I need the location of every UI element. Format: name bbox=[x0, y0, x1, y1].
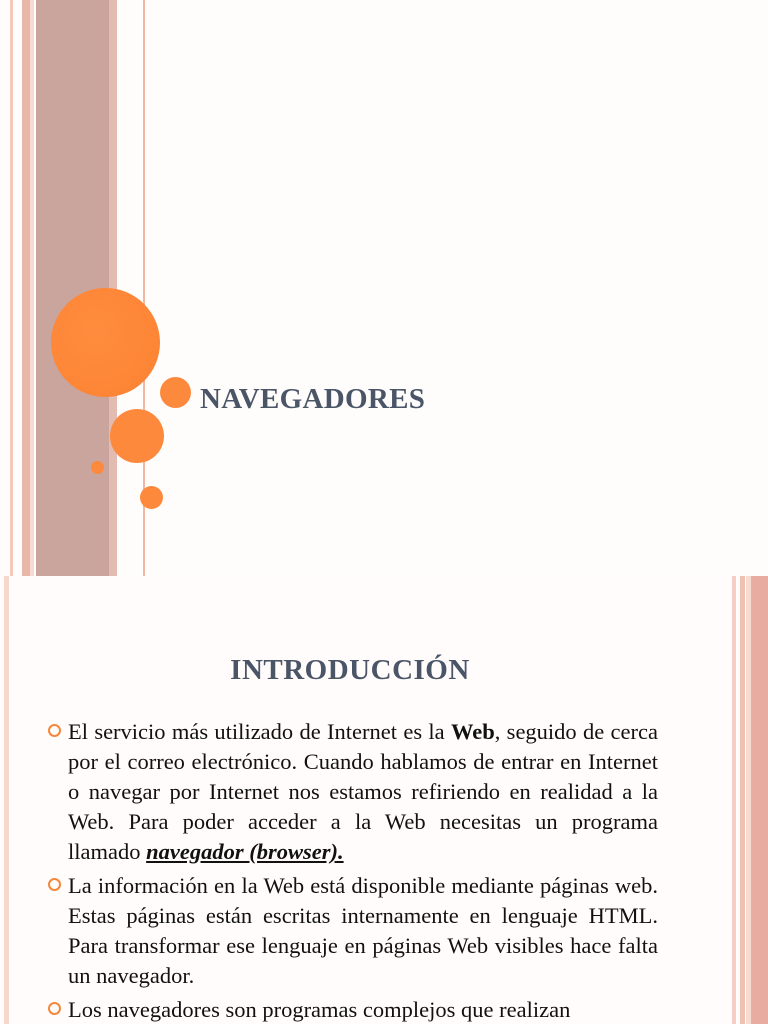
list-item bbox=[48, 717, 658, 867]
hollow-circle-bullet-icon bbox=[48, 878, 61, 891]
tiny-orange-circle bbox=[91, 461, 104, 474]
small-orange-circle bbox=[160, 377, 191, 408]
bullet-text: La información en la Web está disponible mediante páginas web. Estas páginas están escritas internamente en lenguaje HTML. Para transformar ese lenguaje en páginas Web visibles hace falta un navegador. bbox=[68, 873, 658, 988]
emphasized-term-navegador: navegador (browser). bbox=[146, 839, 344, 864]
list-item bbox=[48, 995, 658, 1025]
bullet-text: El servicio más utilizado de Internet es la bbox=[68, 719, 451, 744]
bullet-text: , seguido de cerca por el correo electrónico. Cuando hablamos de entrar en Internet o navegar por Internet nos estamos refiriendo en realidad a la Web. Para poder acceder a la Web necesitas un programa llamado bbox=[68, 719, 659, 864]
decorative-stripe bbox=[22, 0, 30, 576]
decorative-stripe bbox=[740, 576, 745, 1024]
hollow-circle-bullet-icon bbox=[48, 1002, 61, 1015]
hollow-circle-bullet-icon bbox=[48, 724, 61, 737]
decorative-stripe bbox=[751, 576, 768, 1024]
bullet-list bbox=[48, 717, 658, 1029]
small-orange-circle bbox=[140, 486, 163, 509]
decorative-stripe bbox=[4, 576, 9, 1024]
list-item bbox=[48, 871, 658, 991]
medium-orange-circle bbox=[110, 409, 164, 463]
bullet-text: Los navegadores son programas complejos que realizan bbox=[68, 997, 571, 1022]
decorative-stripe bbox=[10, 0, 13, 576]
slide-title: NAVEGADORES bbox=[200, 383, 426, 415]
decorative-stripe bbox=[732, 576, 736, 1024]
decorative-stripe bbox=[30, 0, 34, 576]
large-orange-circle bbox=[51, 288, 160, 397]
section-title: INTRODUCCIÓN bbox=[230, 654, 470, 686]
bold-term-web: Web bbox=[450, 719, 495, 744]
